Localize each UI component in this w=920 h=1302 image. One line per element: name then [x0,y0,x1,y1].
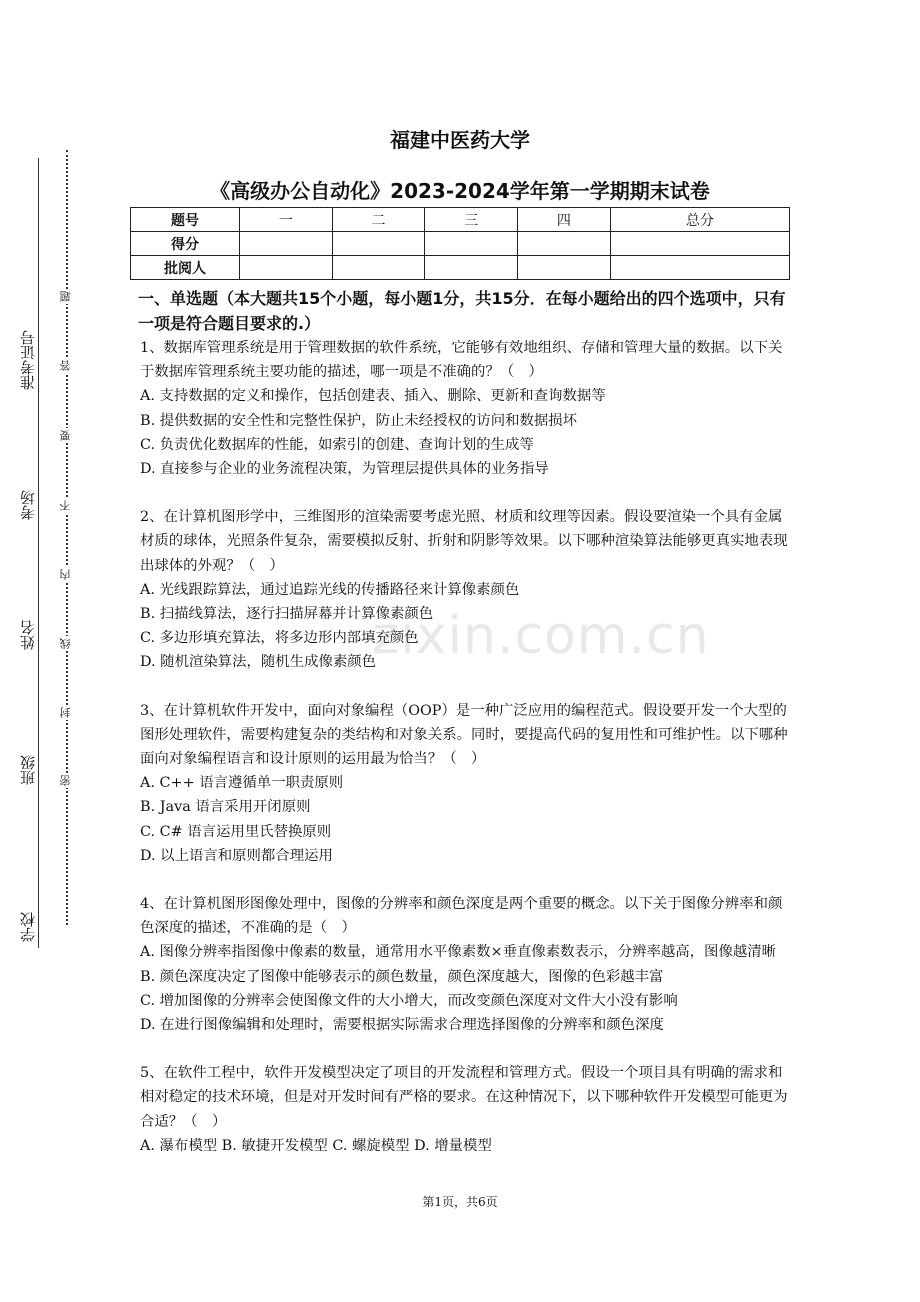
question-option: D. 在进行图像编辑和处理时，需要根据实际需求合理选择图像的分辨率和颜色深度 [140,1017,664,1034]
question-option: A. 支持数据的定义和操作，包括创建表、插入、删除、更新和查询数据等 [140,388,606,405]
score-header-cell: 三 [425,208,518,232]
score-header-cell: 题号 [131,208,240,232]
question-option: A. 瀑布模型 B. 敏捷开发模型 C. 螺旋模型 D. 增量模型 [140,1137,492,1154]
binding-field-class: 班级 [19,755,37,785]
seal-char: 密 [59,775,72,786]
seal-char: 内 [59,569,72,580]
question-option: A. 图像分辨率指图像中像素的数量，通常用水平像素数×垂直像素数表示，分辨率越高，图像越清晰 [140,944,777,961]
score-cell [518,232,611,256]
score-header-cell: 四 [518,208,611,232]
score-cell [610,232,789,256]
question-option: A. C++ 语言遵循单一职责原则 [140,775,344,792]
question-stem: 3、在计算机软件开发中，面向对象编程（OOP）是一种广泛应用的编程范式。假设要开发一个大型的图形处理软件，需要构建复杂的类结构和对象关系。同时，要提高代码的复用性和可维护性。以下哪种面向对象编程语言和设计原则的运用最为恰当？（ ） [140,702,788,768]
question-option: C. C# 语言运用里氏替换原则 [140,823,332,840]
binding-field-school: 学校 [19,912,37,942]
score-cell [332,232,425,256]
score-cell [240,232,333,256]
question-option: A. 光线跟踪算法，通过追踪光线的传播路径来计算像素颜色 [140,581,520,598]
question-stem: 1、数据库管理系统是用于管理数据的软件系统，它能够有效地组织、存储和管理大量的数据。以下关于数据库管理系统主要功能的描述，哪一项是不准确的？（ ） [140,340,783,381]
question-stem: 5、在软件工程中，软件开发模型决定了项目的开发流程和管理方式。假设一个项目具有明确的需求和相对稳定的技术环境，但是对开发时间有严格的要求。在这种情况下，以下哪种软件开发模型可能更为合适？（ ） [140,1065,788,1130]
score-header-cell: 一 [240,208,333,232]
binding-field-name: 姓名 [19,620,37,650]
seal-char: 要 [59,430,72,441]
reviewer-row [131,256,790,280]
university-name: 福建中医药大学 [390,128,530,152]
watermark: zixin.com.cn [372,606,710,666]
seal-char: 不 [59,500,72,511]
section-title: 一、单选题（本大题共15个小题，每小题1分，共15分．在每小题给出的四个选项中，只有一项是符合题目要求的.） [138,289,786,333]
question-option: C. 多边形填充算法，将多边形内部填充颜色 [140,630,419,647]
score-cell [425,232,518,256]
seal-char: 题 [59,291,72,302]
reviewer-cell [610,256,789,280]
exam-title: 《高级办公自动化》2023-2024学年第一学期期末试卷 [210,179,710,203]
question-option: D. 直接参与企业的业务流程决策，为管理层提供具体的业务指导 [140,461,549,478]
question-4 [140,892,790,1037]
question-5 [140,1061,790,1158]
question-3 [140,699,790,868]
question-option: B. 扫描线算法，逐行扫描屏幕并计算像素颜色 [140,606,434,623]
binding-dotted-line [66,150,68,925]
binding-solid-line [38,158,39,948]
binding-margin [0,0,110,1302]
reviewer-cell [332,256,425,280]
seal-char: 答 [59,360,72,371]
question-option: B. 提供数据的安全性和完整性保护，防止未经授权的访问和数据损坏 [140,412,578,429]
score-table-header-row [131,208,790,232]
score-header-cell: 二 [332,208,425,232]
question-option: D. 以上语言和原则都合理运用 [140,847,333,864]
reviewer-cell [425,256,518,280]
seal-char: 线 [59,638,72,649]
score-table [130,207,790,280]
question-option: D. 随机渲染算法，随机生成像素颜色 [140,654,377,671]
binding-field-exam-number: 准考证号 [19,330,37,390]
question-option: B. 颜色深度决定了图像中能够表示的颜色数量，颜色深度越大，图像的色彩越丰富 [140,968,664,985]
question-option: C. 负责优化数据库的性能，如索引的创建、查询计划的生成等 [140,436,534,453]
seal-char: 封 [59,707,72,718]
question-option: C. 增加图像的分辨率会使图像文件的大小增大，而改变颜色深度对文件大小没有影响 [140,992,678,1009]
question-1 [140,336,790,481]
page-footer: 第1页，共6页 [422,1195,498,1209]
question-stem: 2、在计算机图形学中，三维图形的渲染需要考虑光照、材质和纹理等因素。假设要渲染一个具有金属材质的球体，光照条件复杂，需要模拟反射、折射和阴影等效果。以下哪种渲染算法能够更真实地表现出球体的外观？（ ） [140,509,788,574]
score-row [131,232,790,256]
score-header-cell: 总分 [610,208,789,232]
question-stem: 4、在计算机图形图像处理中，图像的分辨率和颜色深度是两个重要的概念。以下关于图像分辨率和颜色深度的描述，不准确的是（ ） [140,896,783,937]
reviewer-row-label: 批阅人 [131,256,240,280]
exam-content [140,286,790,1182]
score-row-label: 得分 [131,232,240,256]
reviewer-cell [518,256,611,280]
question-2 [140,505,790,674]
question-option: B. Java 语言采用开闭原则 [140,799,311,816]
reviewer-cell [240,256,333,280]
binding-field-exam-room: 考场 [19,490,37,520]
